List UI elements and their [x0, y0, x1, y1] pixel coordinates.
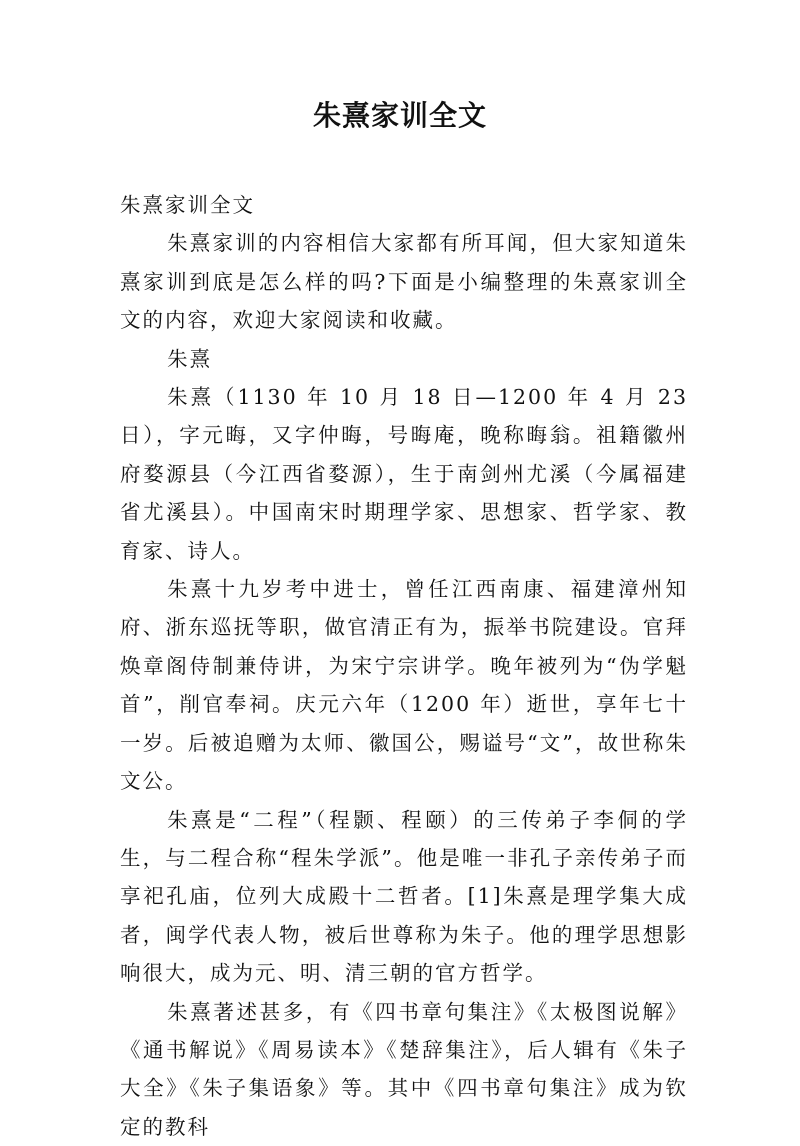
document-body [120, 186, 688, 1146]
document-subtitle: 朱熹家训全文 [120, 193, 255, 217]
paragraph-works: 朱熹著述甚多，有《四书章句集注》《太极图说解》《通书解说》《周易读本》《楚辞集注》，后人辑有《朱子大全》《朱子集语象》等。其中《四书章句集注》成为钦定的教科 [120, 999, 688, 1139]
paragraph-career: 朱熹十九岁考中进士，曾任江西南康、福建漳州知府、浙东巡抚等职，做官清正有为，振举书院建设。官拜焕章阁侍制兼侍讲，为宋宁宗讲学。晚年被列为“伪学魁首”，削官奉祠。庆元六年（1200 年）逝世，享年七十一岁。后被追赠为太师、徽国公，赐谥号“文”，故世称朱文公。 [120, 577, 688, 794]
paragraph-lineage: 朱熹是“二程”（程颢、程颐）的三传弟子李侗的学生，与二程合称“程朱学派”。他是唯一非孔子亲传弟子而享祀孔庙，位列大成殿十二哲者。[1]朱熹是理学集大成者，闽学代表人物，被后世尊称为朱子。他的理学思想影响很大，成为元、明、清三朝的官方哲学。 [120, 807, 688, 986]
section-heading-zhuxi: 朱熹 [167, 346, 213, 371]
paragraph-biography: 朱熹（1130 年 10 月 18 日—1200 年 4 月 23 日），字元晦，又字仲晦，号晦庵，晚称晦翁。祖籍徽州府婺源县（今江西省婺源），生于南剑州尤溪（今属福建省尤溪县）。中国南宋时期理学家、思想家、哲学家、教育家、诗人。 [120, 385, 688, 563]
document-title: 朱熹家训全文 [312, 99, 487, 132]
paragraph-intro: 朱熹家训的内容相信大家都有所耳闻，但大家知道朱熹家训到底是怎么样的吗?下面是小编整理的朱熹家训全文的内容，欢迎大家阅读和收藏。 [120, 231, 688, 333]
